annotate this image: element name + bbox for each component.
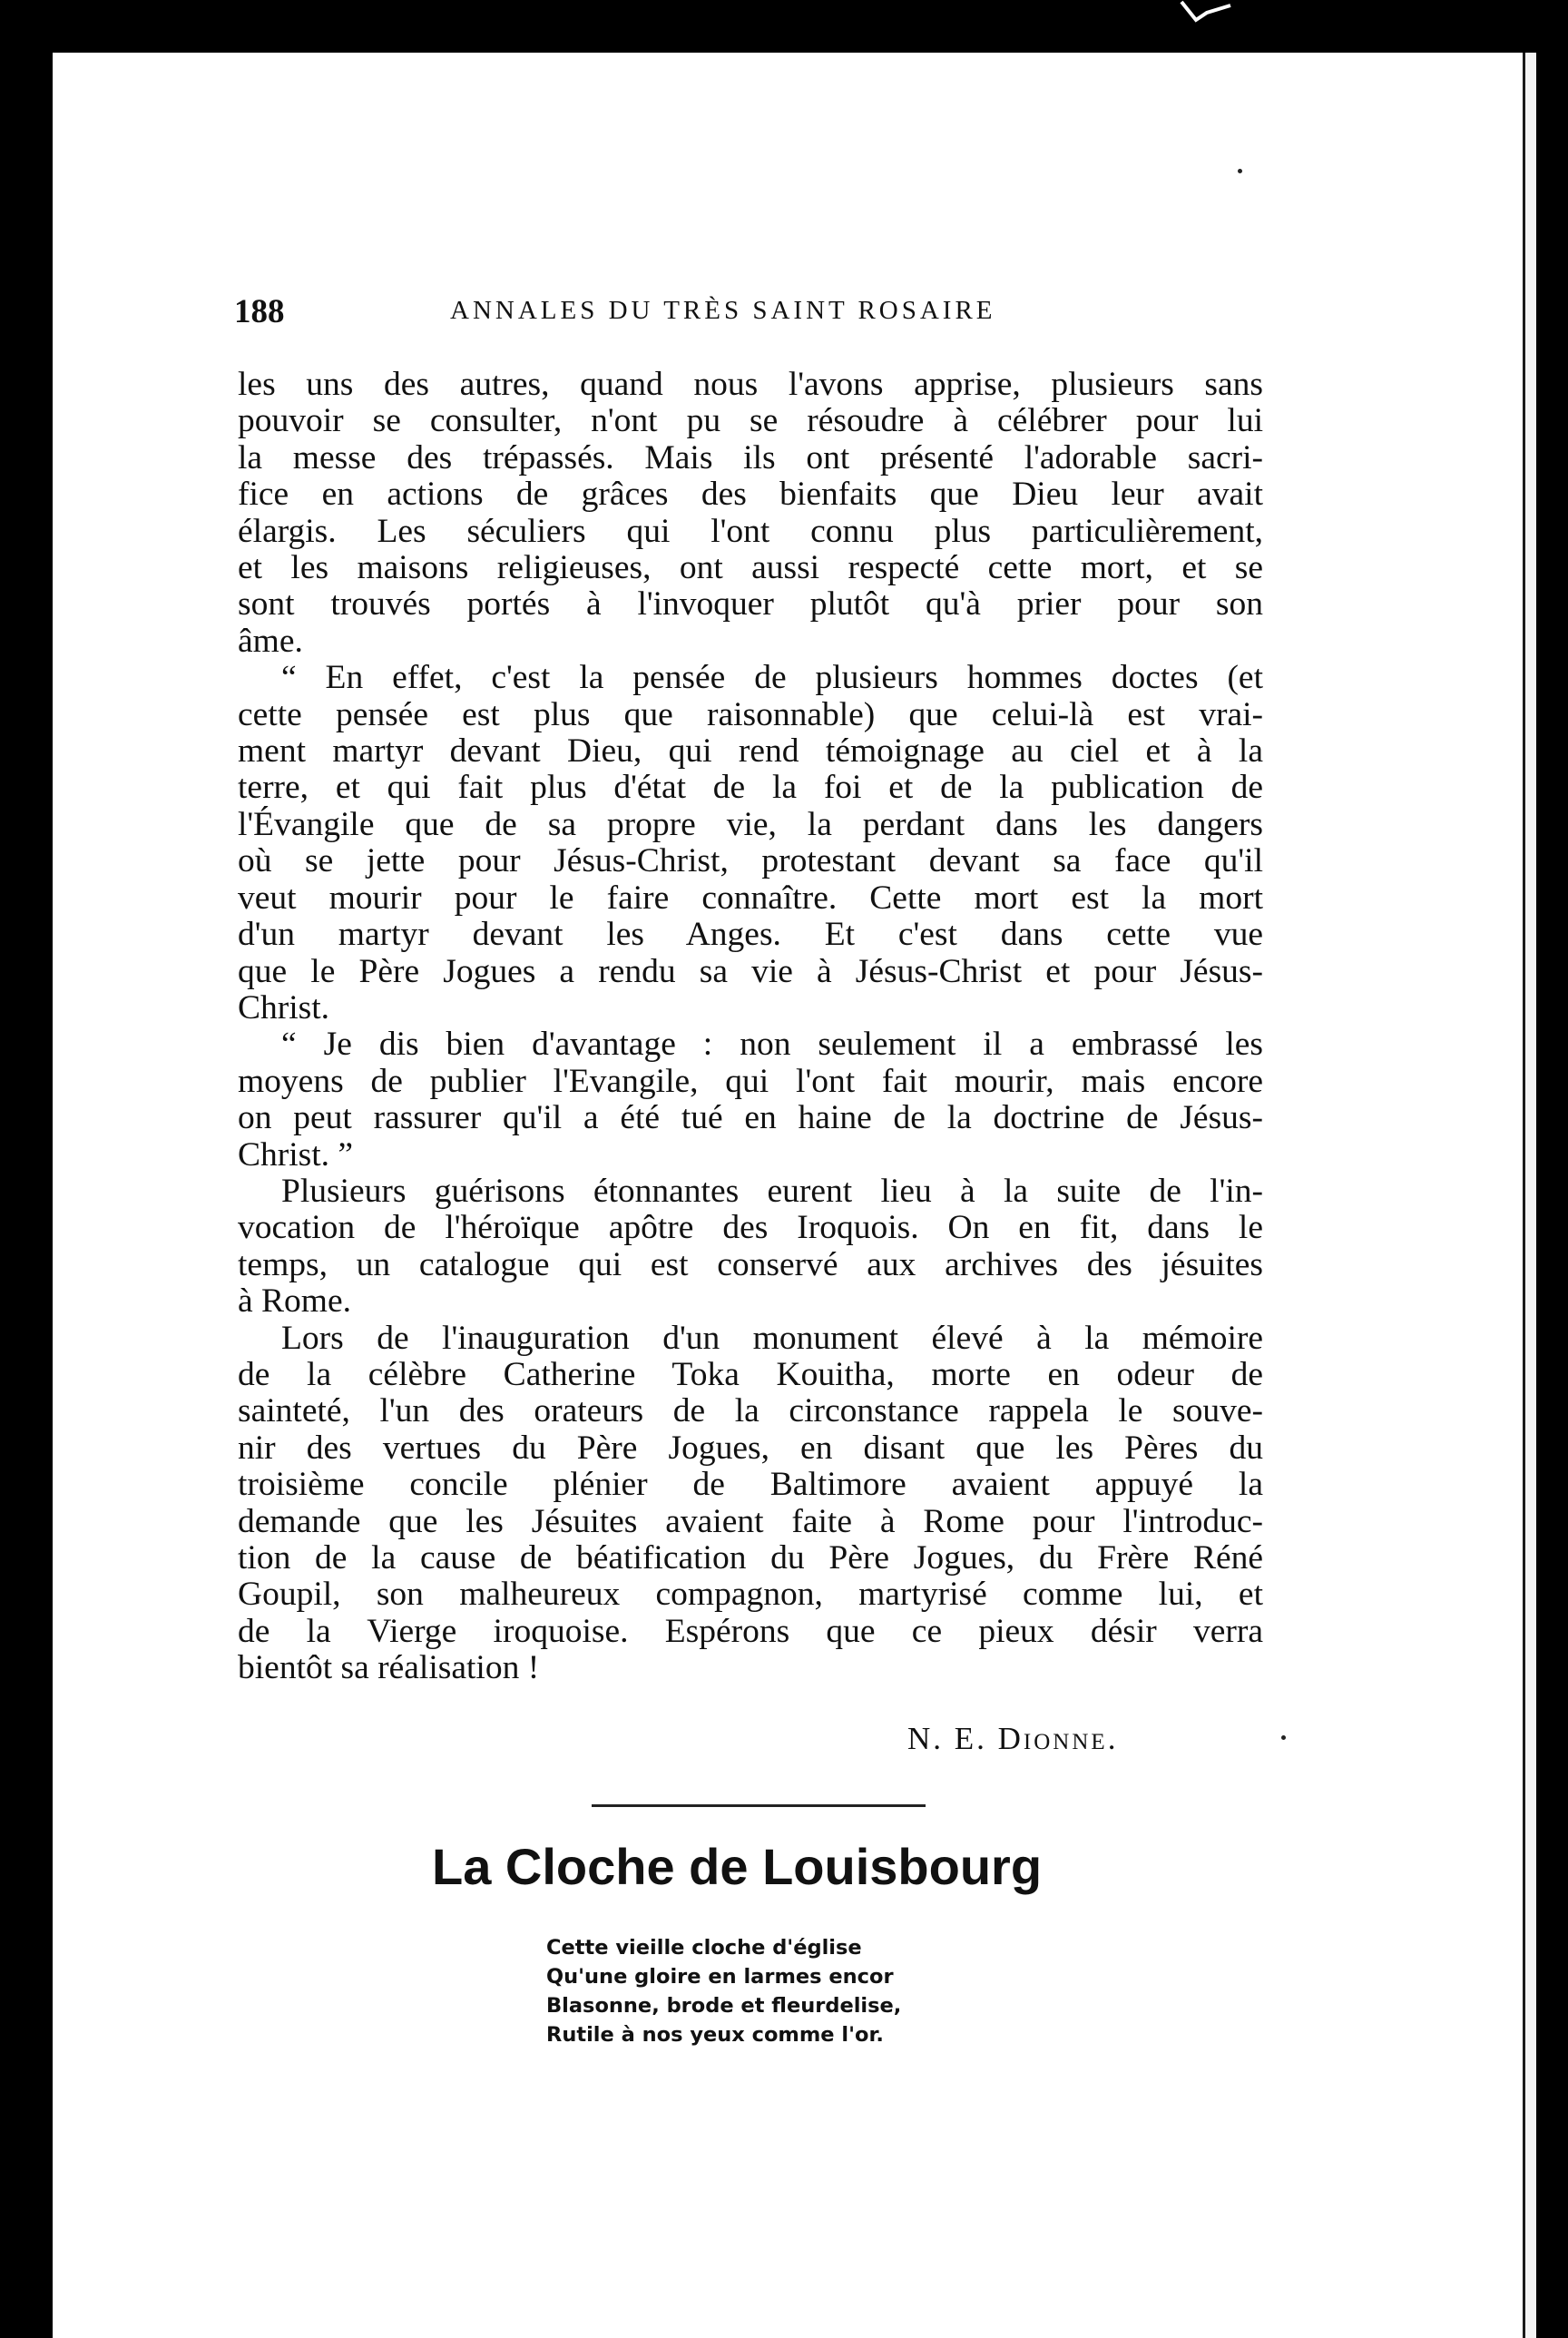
text-line: terre, et qui fait plus d'état de la foi et de la publication de (238, 769, 1263, 807)
text-line: à Rome. (238, 1282, 351, 1321)
poem-line: Qu'une gloire en larmes encor (546, 1965, 894, 1989)
text-line: tion de la cause de béatification du Père Jogues, du Frère Réné (238, 1539, 1263, 1577)
text-line: d'un martyr devant les Anges. Et c'est dans cette vue (238, 916, 1263, 954)
poem-stanza (546, 1933, 1000, 2049)
speck (1281, 1735, 1286, 1740)
page-number: 188 (234, 293, 285, 330)
page-edge (1523, 53, 1536, 2338)
journal-title: ANNALES DU TRÈS SAINT ROSAIRE (450, 296, 996, 325)
text-line: élargis. Les séculiers qui l'ont connu plus particulièrement, (238, 512, 1263, 550)
article-body (238, 367, 1263, 1687)
text-line: bientôt sa réalisation ! (238, 1649, 540, 1687)
text-line: troisième concile plénier de Baltimore avaient appuyé la (238, 1466, 1263, 1504)
text-line: où se jette pour Jésus-Christ, protestant devant sa face qu'il (238, 842, 1263, 880)
text-line: que le Père Jogues a rendu sa vie à Jésus-Christ et pour Jésus- (238, 952, 1263, 990)
text-line: l'Évangile que de sa propre vie, la perdant dans les dangers (238, 805, 1263, 843)
text-line: les uns des autres, quand nous l'avons apprise, plusieurs sans (238, 366, 1263, 403)
text-line: demande que les Jésuites avaient faite à Rome pour l'introduc- (238, 1502, 1263, 1540)
text-line: Christ. (238, 988, 330, 1027)
text-line: “ Je dis bien d'avantage : non seulement il a embrassé les (281, 1026, 1263, 1064)
text-line: nir des vertues du Père Jogues, en disant que les Pères du (238, 1429, 1263, 1467)
poem-line: Cette vieille cloche d'église (546, 1936, 862, 1960)
text-line: temps, un catalogue qui est conservé aux archives des jésuites (238, 1245, 1263, 1283)
text-line: sainteté, l'un des orateurs de la circonstance rappela le souve- (238, 1392, 1263, 1430)
speck (1238, 169, 1242, 173)
text-line: Christ. ” (238, 1135, 354, 1174)
text-line: sont trouvés portés à l'invoquer plutôt qu'à prier pour son (238, 585, 1263, 624)
text-line: moyens de publier l'Evangile, qui l'ont fait mourir, mais encore (238, 1062, 1263, 1100)
text-line: Plusieurs guérisons étonnantes eurent lieu à la suite de l'in- (281, 1172, 1263, 1210)
text-line: de la célèbre Catherine Toka Kouitha, morte en odeur de (238, 1355, 1263, 1393)
text-line: âme. (238, 622, 303, 660)
text-line: Lors de l'inauguration d'un monument élevé à la mémoire (281, 1319, 1263, 1357)
text-line: “ En effet, c'est la pensée de plusieurs hommes doctes (et (281, 659, 1263, 697)
text-line: on peut rassurer qu'il a été tué en haine de la doctrine de Jésus- (238, 1099, 1263, 1137)
author-signature: N. E. Dionne. (907, 1721, 1119, 1756)
text-line: vocation de l'héroïque apôtre des Iroquois. On en fit, dans le (238, 1209, 1263, 1247)
running-head (234, 292, 1142, 332)
text-line: Goupil, son malheureux compagnon, martyrisé comme lui, et (238, 1576, 1263, 1614)
text-line: fice en actions de grâces des bienfaits que Dieu leur avait (238, 476, 1263, 514)
text-line: la messe des trépassés. Mais ils ont présenté l'adorable sacri- (238, 438, 1263, 476)
poem-title: La Cloche de Louisbourg (432, 1838, 1043, 1895)
section-divider (592, 1804, 926, 1807)
text-line: de la Vierge iroquoise. Espérons que ce pieux désir verra (238, 1612, 1263, 1650)
poem-line: Rutile à nos yeux comme l'or. (546, 2023, 884, 2047)
text-line: veut mourir pour le faire connaître. Cette mort est la mort (238, 879, 1263, 917)
text-line: et les maisons religieuses, ont aussi respecté cette mort, et se (238, 549, 1263, 587)
text-line: cette pensée est plus que raisonnable) que celui-là est vrai- (238, 695, 1263, 733)
poem-line: Blasonne, brode et fleurdelise, (546, 1994, 902, 2018)
scan-mark-icon (1180, 0, 1234, 27)
text-line: ment martyr devant Dieu, qui rend témoignage au ciel et à la (238, 732, 1263, 771)
text-line: pouvoir se consulter, n'ont pu se résoudre à célébrer pour lui (238, 402, 1263, 440)
